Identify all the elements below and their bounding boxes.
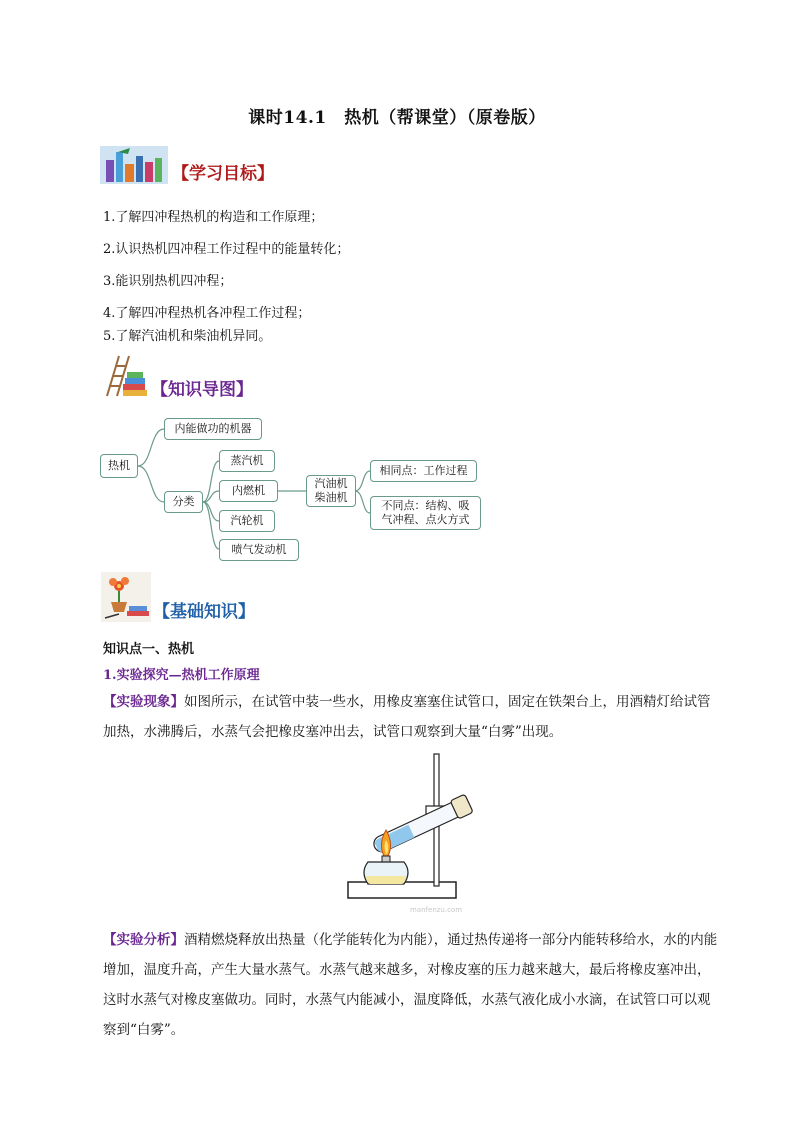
section-goals (100, 146, 274, 184)
experiment-apparatus-figure (340, 748, 490, 918)
mindmap-type-4: 喷气发动机 (219, 539, 299, 561)
objective-3: 3.能识别热机四冲程； (103, 274, 233, 289)
objective-2: 2.认识热机四冲程工作过程中的能量转化； (103, 242, 350, 257)
section-basic (101, 572, 255, 622)
mindmap-same: 相同点：工作过程 (370, 460, 477, 482)
section-map-label: 【知识导图】 (151, 380, 253, 400)
section-basic-label: 【基础知识】 (153, 602, 255, 622)
mindmap-category: 分类 (164, 491, 203, 513)
objective-4: 4.了解四冲程热机各冲程工作过程； (103, 306, 311, 321)
subsection-title: 1.实验探究—热机工作原理 (103, 668, 260, 683)
watermark: manfenzu.com (410, 906, 463, 914)
mindmap-engines: 汽油机 柴油机 (306, 475, 356, 507)
analysis-paragraph (103, 925, 723, 1045)
flower-pot-icon (101, 572, 151, 622)
section-goals-label: 【学习目标】 (172, 164, 274, 184)
phenomenon-paragraph (103, 687, 723, 747)
objective-1: 1.了解四冲程热机的构造和工作原理； (103, 210, 324, 225)
analysis-text: 酒精燃烧释放出热量（化学能转化为内能），通过热传递将一部分内能转移给水，水的内能增加，温度升高，产生大量水蒸气。水蒸气越来越多，对橡皮塞的压力越来越大，最后将橡皮塞冲出，这时水蒸气对橡皮塞做功。同时，水蒸气内能减小，温度降低，水蒸气液化成小水滴，在试管口可以观察到“白雾”。 (103, 932, 718, 1038)
knowledge-point-title: 知识点一、热机 (103, 642, 195, 657)
books-city-icon (100, 146, 168, 184)
mindmap-type-1: 蒸汽机 (219, 450, 275, 472)
mindmap-type-3: 汽轮机 (219, 510, 275, 532)
mindmap-type-2: 内燃机 (219, 480, 278, 502)
ladder-books-icon (101, 352, 149, 400)
mindmap-root: 热机 (100, 454, 138, 478)
phenomenon-tag: 【实验现象】 (103, 694, 184, 710)
objective-5: 5.了解汽油机和柴油机异同。 (103, 329, 272, 344)
mindmap-diff: 不同点：结构、吸 气冲程、点火方式 (370, 496, 481, 530)
section-map (101, 352, 253, 400)
phenomenon-text: 如图所示，在试管中装一些水，用橡皮塞塞住试管口，固定在铁架台上，用酒精灯给试管加热，水沸腾后，水蒸气会把橡皮塞冲出去，试管口观察到大量“白雾”出现。 (103, 694, 711, 740)
analysis-tag: 【实验分析】 (103, 932, 184, 948)
mindmap-definition: 内能做功的机器 (164, 418, 262, 440)
page-title: 课时14.1 热机（帮课堂）（原卷版） (248, 108, 546, 128)
